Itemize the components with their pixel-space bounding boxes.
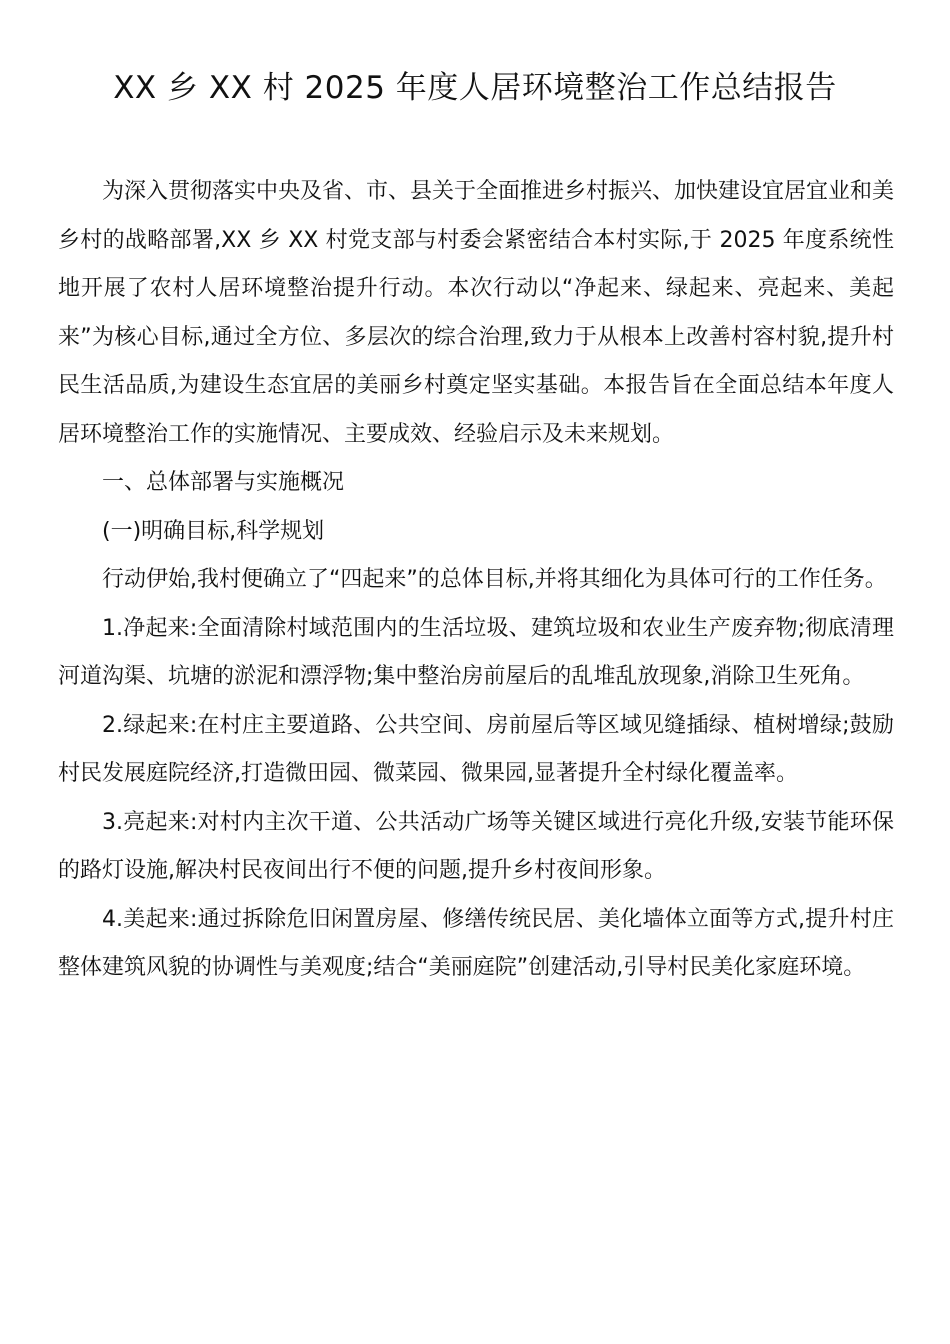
list-item-green: 2.绿起来:在村庄主要道路、公共空间、房前屋后等区域见缝插绿、植树增绿;鼓励村民发展庭院经济,打造微田园、微菜园、微果园,显著提升全村绿化覆盖率。: [58, 712, 894, 786]
intro-paragraph: 为深入贯彻落实中央及省、市、县关于全面推进乡村振兴、加快建设宜居宜业和美乡村的战略部署,XX 乡 XX 村党支部与村委会紧密结合本村实际,于 2025 年度系统性地开展了农村人居环境整治提升行动。本次行动以“净起来、绿起来、亮起来、美起来”为核心目标,通过全方位、多层次的综合治理,致力于从根本上改善村容村貌,提升村民生活品质,为建设生态宜居的美丽乡村奠定坚实基础。本报告旨在全面总结本年度人居环境整治工作的实施情况、主要成效、经验启示及未来规划。: [58, 179, 895, 447]
list-item-clean: 1.净起来:全面清除村域范围内的生活垃圾、建筑垃圾和农业生产废弃物;彻底清理河道沟渠、坑塘的淤泥和漂浮物;集中整治房前屋后的乱堆乱放现象,消除卫生死角。: [58, 615, 894, 689]
subsection-heading: (一)明确目标,科学规划: [102, 518, 325, 544]
document-body: [58, 168, 894, 993]
section-heading: 一、总体部署与实施概况: [102, 470, 345, 495]
list-item-bright: 3.亮起来:对村内主次干道、公共活动广场等关键区域进行亮化升级,安装节能环保的路灯设施,解决村民夜间出行不便的问题,提升乡村夜间形象。: [58, 809, 894, 883]
list-item-beautiful: 4.美起来:通过拆除危旧闲置房屋、修缮传统民居、美化墙体立面等方式,提升村庄整体建筑风貌的协调性与美观度;结合“美丽庭院”创建活动,引导村民美化家庭环境。: [58, 906, 894, 980]
body-paragraph: 行动伊始,我村便确立了“四起来”的总体目标,并将其细化为具体可行的工作任务。: [102, 567, 887, 592]
document-title: XX 乡 XX 村 2025 年度人居环境整治工作总结报告: [113, 70, 837, 106]
